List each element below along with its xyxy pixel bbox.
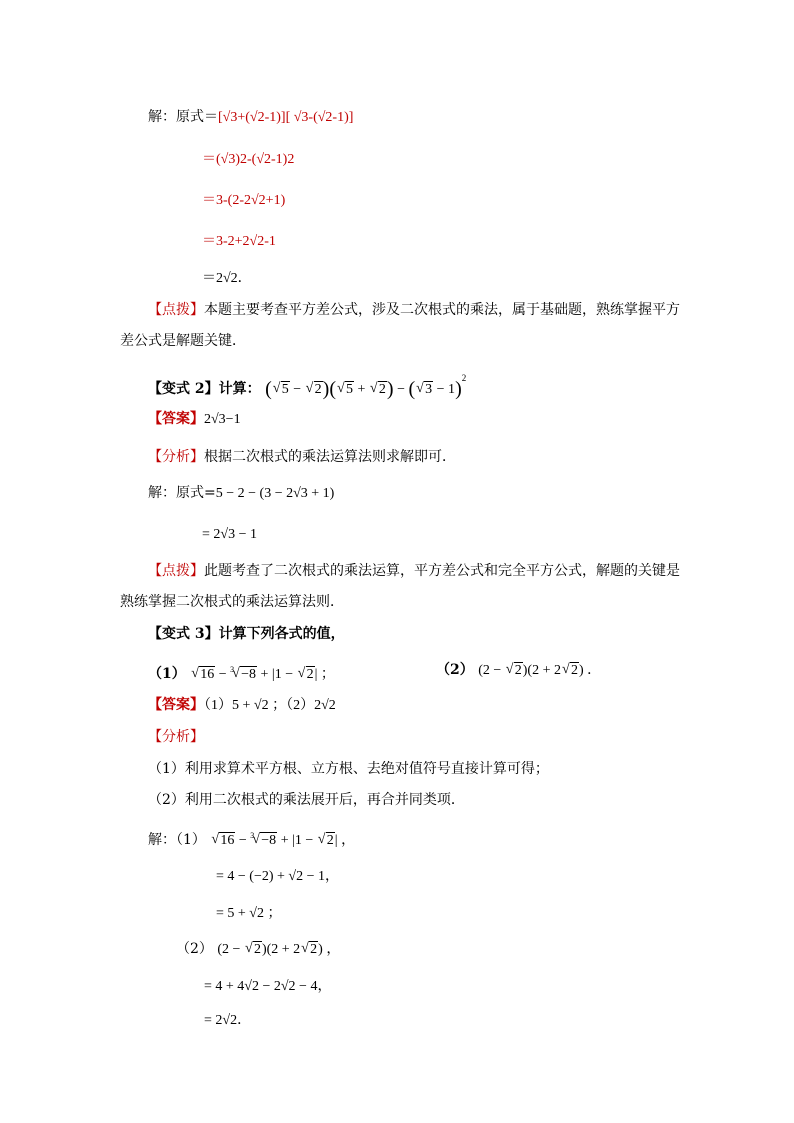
- tip-text: 差公式是解题关键．: [120, 333, 246, 349]
- solution1-line3: [202, 190, 285, 211]
- answer-text: 2√3−1: [204, 412, 241, 427]
- q2-label: （2）: [436, 662, 474, 678]
- tip1-line-b: [120, 331, 246, 351]
- q2-expression: (2 − √ 2)(2 + 2√ 2) ．: [478, 663, 601, 678]
- variant3-analysis-1: [148, 759, 549, 779]
- variant3-question: [148, 624, 345, 644]
- variant2-tip-b: [120, 592, 344, 612]
- math-expression: ＝3-(2-2√2+1): [202, 193, 286, 208]
- variant2-expression: (√ 5 − √ 2)(√ 5 + √ 2) − (√ 3 − 1)$^2$: [265, 382, 466, 397]
- solution-label: 解：原式=: [148, 485, 216, 501]
- question-prefix: 计算：: [218, 381, 261, 397]
- variant2-question: [148, 368, 466, 400]
- math-expression: ＝(√3)2-(√2-1)2: [202, 152, 295, 167]
- variant3-answer: [148, 695, 336, 716]
- solution1-line5: [202, 268, 252, 289]
- variant-tag: 【变式 2】: [148, 381, 219, 397]
- analysis-tag: 【分析】: [148, 729, 204, 745]
- answer-tag: 【答案】: [148, 411, 204, 427]
- q1-label: （1）: [148, 666, 186, 682]
- math-expression: √ 16 − $^3$√ −8 + |1 − √ 2| ，: [210, 833, 355, 848]
- variant3-q1: [148, 660, 335, 685]
- variant3-analysis-2: [148, 790, 465, 810]
- solution-label: 解：原式＝: [148, 109, 218, 125]
- solution1-line4: [202, 231, 276, 252]
- variant2-tip-a: [148, 561, 680, 581]
- solution-label: 解：（1）: [148, 832, 206, 848]
- variant2-answer: [148, 409, 241, 430]
- variant3-solution-line3: [216, 903, 281, 924]
- solution1-line2: [202, 149, 294, 170]
- variant-tag: 【变式 3】: [148, 626, 219, 642]
- math-expression: = 2√2．: [204, 1013, 252, 1028]
- math-expression: 5 − 2 − (3 − 2√3 + 1): [215, 486, 335, 501]
- q1-expression: √ 16 − $^3$√ −8 + |1 − √ 2| ；: [190, 667, 335, 682]
- variant3-analysis-tag: [148, 727, 204, 747]
- math-expression: ＝2√2．: [202, 271, 252, 286]
- solution-label: （2）: [176, 941, 213, 957]
- solution1-line1: [148, 107, 353, 128]
- analysis-tag: 【分析】: [148, 449, 204, 465]
- variant2-solution-line2: [202, 524, 257, 545]
- analysis-text: （1）利用求算术平方根、立方根、去绝对值符号直接计算可得；: [148, 761, 549, 777]
- variant3-solution-line2: [216, 866, 339, 887]
- analysis-text: 根据二次根式的乘法运算法则求解即可．: [204, 449, 456, 465]
- math-expression: = 5 + √2 ；: [216, 906, 282, 921]
- tip-tag: 【点拨】: [148, 302, 204, 318]
- variant3-q2: [436, 660, 601, 681]
- math-expression: = 4 + 4√2 − 2√2 − 4，: [204, 979, 332, 994]
- analysis-text: （2）利用二次根式的乘法展开后，再合并同类项．: [148, 792, 465, 808]
- variant2-analysis: [148, 447, 456, 467]
- tip-tag: 【点拨】: [148, 563, 204, 579]
- math-expression: = 2√3 − 1: [202, 527, 257, 542]
- tip1-line-a: [148, 300, 680, 320]
- variant3-solution2-line2: [204, 976, 331, 997]
- math-expression: ＝3-2+2√2-1: [202, 234, 276, 249]
- answer-text: （1）5 + √2 ；（2）2√2: [204, 698, 336, 713]
- tip-text: 本题主要考查平方差公式，涉及二次根式的乘法，属于基础题，熟练掌握平方: [204, 302, 680, 318]
- variant3-solution-line1: [148, 826, 355, 851]
- answer-tag: 【答案】: [148, 697, 204, 713]
- math-expression: [√3+(√2-1)][ √3-(√2-1)]: [218, 110, 354, 125]
- math-expression: = 4 − (−2) + √2 − 1，: [216, 869, 339, 884]
- math-expression: (2 − √ 2)(2 + 2√ 2) ，: [217, 942, 340, 957]
- variant3-solution2-line1: [176, 939, 340, 960]
- variant2-solution-line1: [148, 483, 334, 504]
- tip-text: 熟练掌握二次根式的乘法运算法则．: [120, 594, 344, 610]
- tip-text: 此题考查了二次根式的乘法运算，平方差公式和完全平方公式，解题的关键是: [204, 563, 680, 579]
- question-text: 计算下列各式的值，: [218, 626, 345, 642]
- variant3-solution2-line3: [204, 1010, 251, 1031]
